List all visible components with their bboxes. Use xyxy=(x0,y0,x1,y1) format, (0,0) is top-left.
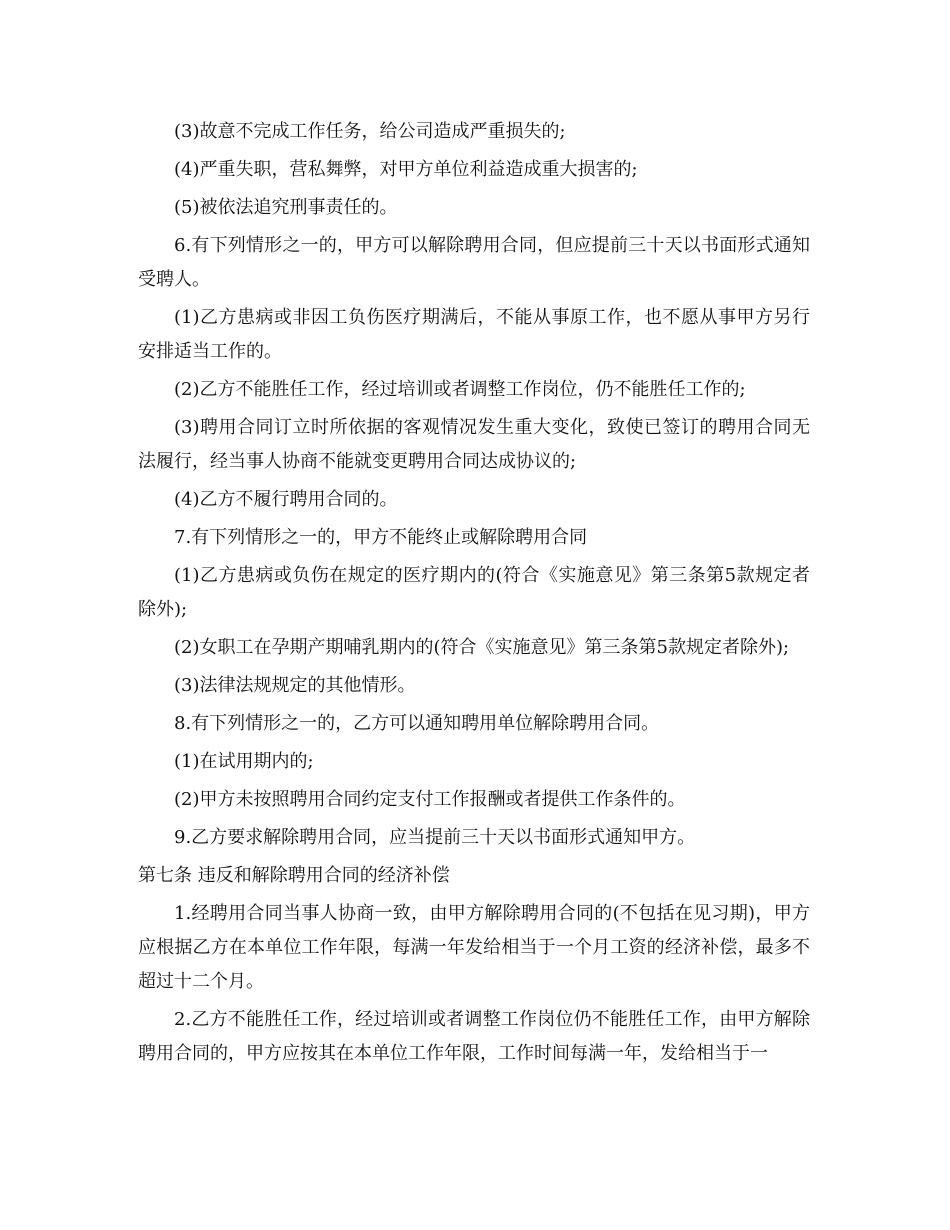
paragraph: (4)乙方不履行聘用合同的。 xyxy=(174,489,398,510)
paragraph: (3)故意不完成工作任务，给公司造成严重损失的; xyxy=(174,121,566,142)
paragraph: (2)乙方不能胜任工作，经过培训或者调整工作岗位，仍不能胜任工作的; xyxy=(174,379,746,400)
paragraph: (1)乙方患病或负伤在规定的医疗期内的(符合《实施意见》第三条第5款规定者除外); xyxy=(138,565,810,620)
paragraph: 7.有下列情形之一的，甲方不能终止或解除聘用合同 xyxy=(174,527,588,548)
paragraph: (2)女职工在孕期产期哺乳期内的(符合《实施意见》第三条第5款规定者除外); xyxy=(174,637,790,658)
paragraph: (3)聘用合同订立时所依据的客观情况发生重大变化，致使已签订的聘用合同无法履行，经当事人协商不能就变更聘用合同达成协议的; xyxy=(138,417,810,472)
paragraph: (3)法律法规规定的其他情形。 xyxy=(174,675,416,696)
section-heading: 第七条 违反和解除聘用合同的经济补偿 xyxy=(138,865,450,886)
paragraph: 9.乙方要求解除聘用合同，应当提前三十天以书面形式通知甲方。 xyxy=(174,827,696,848)
paragraph: (2)甲方未按照聘用合同约定支付工作报酬或者提供工作条件的。 xyxy=(174,789,686,810)
document-body xyxy=(138,115,810,1071)
paragraph: (4)严重失职，营私舞弊，对甲方单位利益造成重大损害的; xyxy=(174,159,638,180)
paragraph: 1.经聘用合同当事人协商一致，由甲方解除聘用合同的(不包括在见习期)，甲方应根据乙方在本单位工作年限，每满一年发给相当于一个月工资的经济补偿，最多不超过十二个月。 xyxy=(138,903,810,992)
paragraph: (1)乙方患病或非因工负伤医疗期满后，不能从事原工作，也不愿从事甲方另行安排适当工作的。 xyxy=(138,307,810,362)
paragraph: 2.乙方不能胜任工作，经过培训或者调整工作岗位仍不能胜任工作，由甲方解除聘用合同的，甲方应按其在本单位工作年限，工作时间每满一年，发给相当于一 xyxy=(138,1009,810,1064)
paragraph: (5)被依法追究刑事责任的。 xyxy=(174,197,398,218)
paragraph: (1)在试用期内的; xyxy=(174,751,314,772)
paragraph: 6.有下列情形之一的，甲方可以解除聘用合同，但应提前三十天以书面形式通知受聘人。 xyxy=(138,235,810,290)
paragraph: 8.有下列情形之一的，乙方可以通知聘用单位解除聘用合同。 xyxy=(174,713,660,734)
